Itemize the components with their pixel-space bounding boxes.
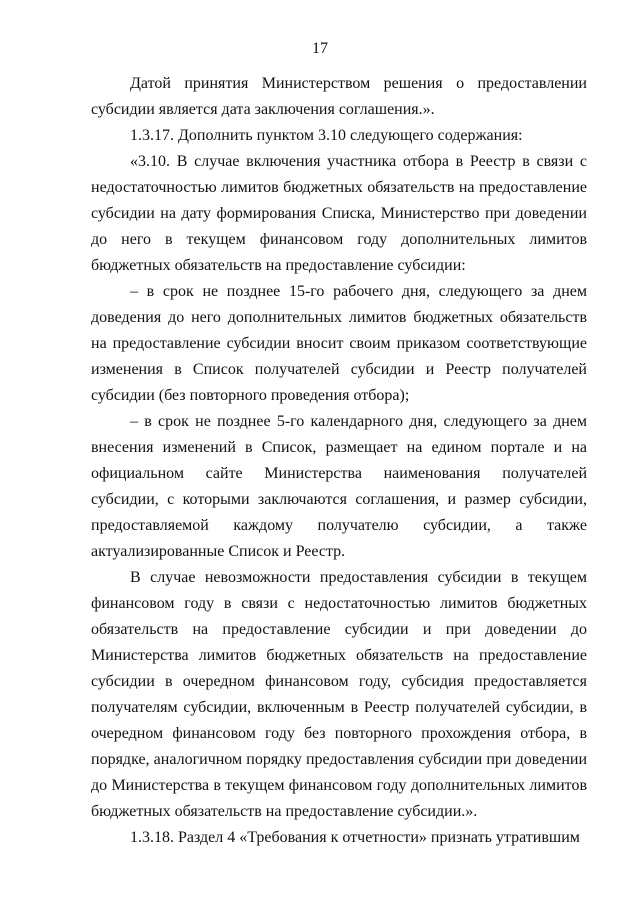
- page-number: 17: [312, 40, 328, 57]
- paragraph-next-year-case: В случае невозможности предоставления субсидии в текущем финансовом году в связи с недостаточностью лимитов бюджетных обязательств на предоставление субсидии и при доведении до Министерства лимитов бюджетных обязательств на предоставление субсидии в очередном финансовом году, субсидия предоставляется получателям субсидии, включенным в Реестр получателей субсидии, в очередном финансовом году без повторного прохождения отбора, в порядке, аналогичном порядку предоставления субсидии при доведении до Министерства в текущем финансовом году дополнительных лимитов бюджетных обязательств на предоставление субсидии.».: [91, 569, 587, 820]
- paragraph-decision-date: Датой принятия Министерством решения о предоставлении субсидии является дата заключения соглашения.».: [91, 75, 587, 118]
- document-body: [91, 71, 587, 851]
- paragraph-1-3-18: 1.3.18. Раздел 4 «Требования к отчетности» признать утратившим: [130, 829, 580, 846]
- paragraph-list-item-5-day: – в срок не позднее 5-го календарного дня, следующего за днем внесения изменений в Список, размещает на едином портале и на официальном сайте Министерства наименования получателей субсидии, с которыми заключаются соглашения, и размер субсидии, предоставляемой каждому получателю субсидии, а также актуализированные Список и Реестр.: [91, 413, 587, 560]
- paragraph-3-10: «3.10. В случае включения участника отбора в Реестр в связи с недостаточностью лимитов бюджетных обязательств на предоставление субсидии на дату формирования Списка, Министерство при доведении до него в текущем финансовом году дополнительных лимитов бюджетных обязательств на предоставление субсидии:: [91, 153, 587, 274]
- paragraph-list-item-15-day: – в срок не позднее 15-го рабочего дня, следующего за днем доведения до него дополнительных лимитов бюджетных обязательств на предоставление субсидии вносит своим приказом соответствующие изменения в Список получателей субсидии и Реестр получателей субсидии (без повторного проведения отбора);: [91, 283, 587, 404]
- paragraph-1-3-17: 1.3.17. Дополнить пунктом 3.10 следующего содержания:: [130, 127, 523, 144]
